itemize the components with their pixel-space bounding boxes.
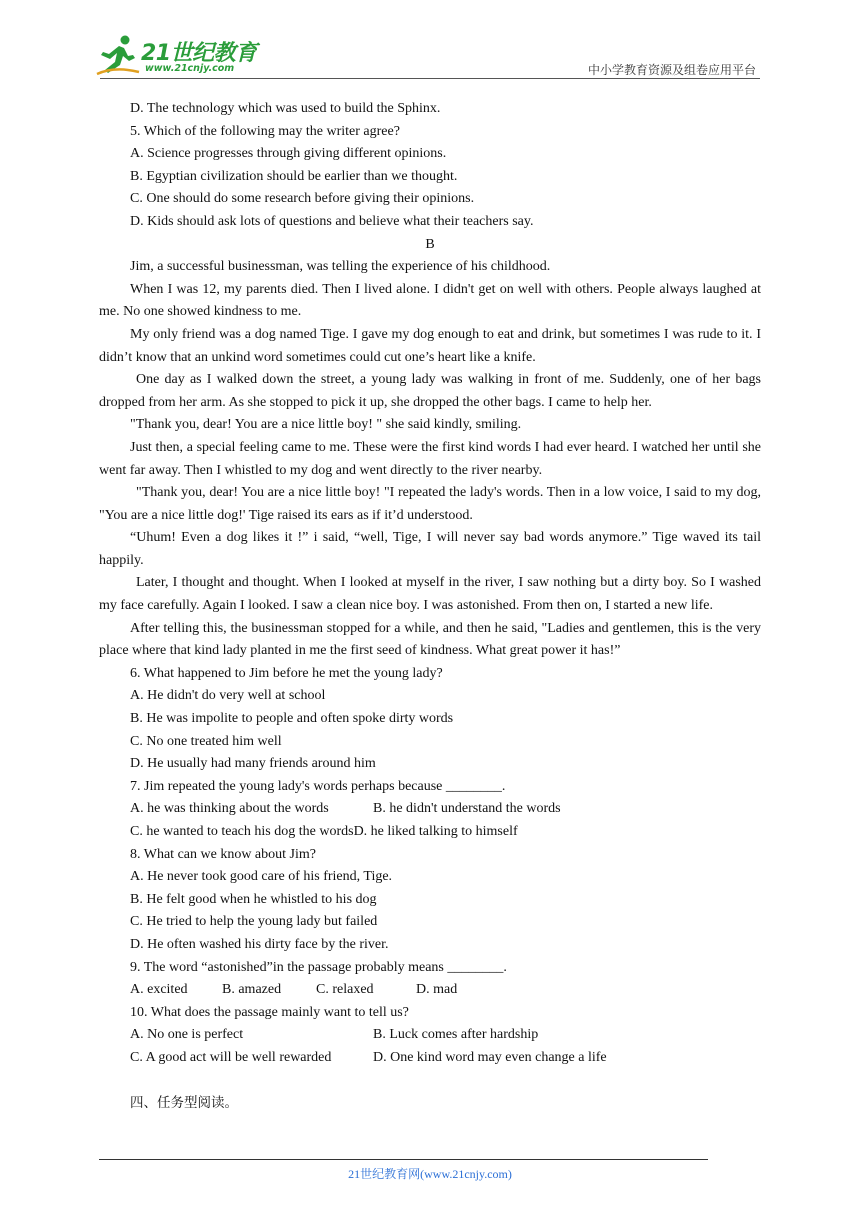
option-line: B. He was impolite to people and often spoke dirty words (130, 711, 454, 727)
passage-paragraph: After telling this, the businessman stopped for a while, and then he said, "Ladies and gentlemen, this is the very place where that kind lady planted in me the first seed of kindness. What great power it has!” (99, 620, 761, 659)
option-line: B. amazed (222, 982, 282, 998)
option-line: A. He didn't do very well at school (130, 688, 326, 704)
passage-paragraph: One day as I walked down the street, a young lady was walking in front of me. Suddenly, one of her bags dropped from her arm. As she stopped to pick it up, she dropped the other bags. I came to help her. (99, 372, 761, 410)
option-line: D. He usually had many friends around him (130, 756, 376, 772)
question-line: 9. The word “astonished”in the passage probably means ________. (130, 959, 507, 975)
page-header (0, 0, 860, 80)
option-line: D. One kind word may even change a life (373, 1049, 607, 1065)
question-line: 6. What happened to Jim before he met the young lady? (130, 665, 443, 681)
passage-paragraph: "Thank you, dear! You are a nice little boy! " she said kindly, smiling. (130, 417, 522, 433)
option-line: B. Luck comes after hardship (373, 1027, 539, 1043)
passage-paragraph: Later, I thought and thought. When I looked at myself in the river, I saw nothing but a dirty boy. So I washed my face carefully. Again I looked. I saw a clean nice boy. I was astonished. From then on, I started a new life. (99, 575, 761, 614)
option-line: D. Kids should ask lots of questions and believe what their teachers say. (130, 213, 534, 229)
option-line: D. mad (416, 982, 458, 998)
question-line: 7. Jim repeated the young lady's words perhaps because ________. (130, 778, 506, 794)
footer-divider (99, 1159, 708, 1160)
option-row (99, 979, 761, 1002)
option-line: D. He often washed his dirty face by the river. (130, 936, 389, 952)
option-line: B. Egyptian civilization should be earlier than we thought. (130, 168, 458, 184)
option-line: C. he wanted to teach his dog the words (130, 824, 354, 839)
option-line: A. No one is perfect (130, 1027, 244, 1043)
passage-paragraph: “Uhum! Even a dog likes it !” i said, “well, Tige, I will never say bad words anymore.” Tige waved its tail happily. (99, 530, 761, 568)
header-divider (100, 78, 760, 79)
option-line: C. No one treated him well (130, 733, 282, 749)
option-row (99, 1047, 761, 1070)
section-heading-b: B (425, 236, 435, 252)
passage-paragraph: When I was 12, my parents died. Then I lived alone. I didn't get on well with others. People always laughed at me. No one showed kindness to me. (99, 281, 761, 320)
logo-url: www.21cnjy.com (145, 63, 235, 74)
question-line: 8. What can we know about Jim? (130, 846, 316, 862)
option-line: C. He tried to help the young lady but failed (130, 914, 378, 930)
option-line: B. He felt good when he whistled to his dog (130, 891, 377, 907)
option-line: C. A good act will be well rewarded (130, 1049, 332, 1065)
option-line: A. excited (130, 982, 188, 998)
page-footer[interactable]: 21世纪教育网(www.21cnjy.com) (348, 1167, 512, 1181)
passage-paragraph: My only friend was a dog named Tige. I gave my dog enough to eat and drink, but sometimes I was rude to it. I didn’t know that an unkind word sometimes could cut one’s heart like a knife. (99, 326, 761, 365)
runner-icon (95, 34, 141, 78)
site-logo (95, 34, 265, 78)
question-line: 5. Which of the following may the writer agree? (130, 123, 400, 139)
question-line: 10. What does the passage mainly want to tell us? (130, 1004, 409, 1020)
option-line: B. he didn't understand the words (373, 801, 561, 817)
passage-paragraph: "Thank you, dear! You are a nice little boy! "I repeated the lady's words. Then in a low voice, I said to my dog, "You are a nice little dog!' Tige raised its ears as if it’d understood. (99, 485, 761, 523)
option-row (99, 1024, 761, 1047)
passage-paragraph: Jim, a successful businessman, was telling the experience of his childhood. (130, 259, 551, 275)
option-line: A. he was thinking about the words (130, 801, 329, 817)
option-line: A. Science progresses through giving different opinions. (130, 146, 447, 162)
option-line: A. He never took good care of his friend, Tige. (130, 869, 393, 885)
header-slogan: 中小学教育资源及组卷应用平台 (587, 63, 756, 77)
option-row (99, 798, 761, 821)
option-row (99, 821, 761, 844)
option-line: C. relaxed (316, 982, 374, 998)
document-body (99, 98, 761, 1114)
section-heading-4: 四、任务型阅读。 (130, 1094, 238, 1111)
option-line: C. One should do some research before giving their opinions. (130, 191, 475, 207)
passage-paragraph: Just then, a special feeling came to me. These were the first kind words I had ever heard. I watched her until she went far away. Then I whistled to my dog and went directly to the river nearby. (99, 439, 761, 478)
option-line: D. he liked talking to himself (353, 824, 518, 839)
logo-text: 21世纪教育 (141, 41, 257, 66)
option-line: D. The technology which was used to build the Sphinx. (130, 101, 441, 116)
